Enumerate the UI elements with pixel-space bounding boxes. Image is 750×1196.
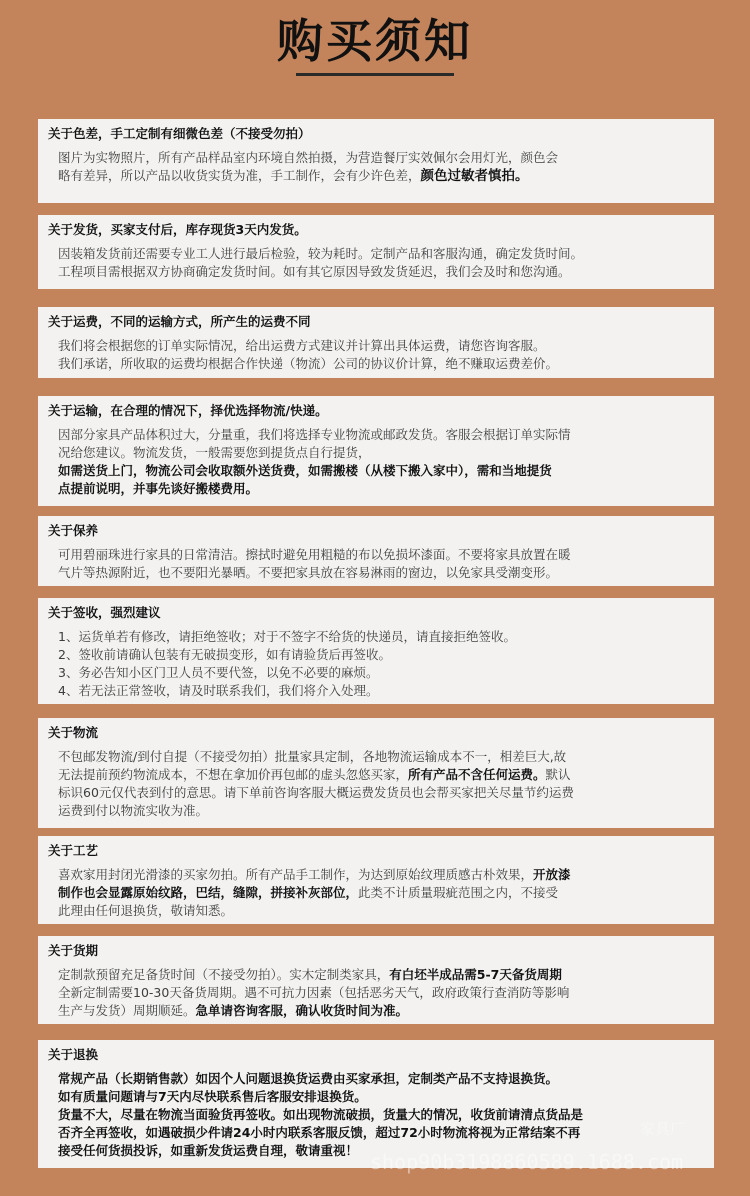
body-line: [58, 245, 704, 263]
body-text: 否齐全再签收，如遇破损少件请24小时内联系客服反馈，超过72小时物流将视为正常结案不再: [58, 1125, 581, 1140]
body-text: 如需送货上门，物流公司会收取额外送货费，如需搬楼（从楼下搬入家中），需和当地提货: [58, 463, 552, 478]
body-text: 标识60元仅代表到付的意思。请下单前咨询客服大概运费发货员也会帮买家把关尽量节约运费: [58, 785, 574, 800]
notice-card-shipping: [38, 215, 714, 289]
body-line: [58, 149, 704, 167]
body-text: 因装箱发货前还需要专业工人进行最后检验，较为耗时。定制产品和客服沟通，确定发货时间。: [58, 246, 584, 261]
card-body: [48, 622, 704, 700]
card-heading: 关于货期: [48, 943, 99, 958]
notice-card-returns: [38, 1040, 714, 1168]
body-text: 工程项目需根据双方协商确定发货时间。如有其它原因导致发货延迟，我们会及时和您沟通。: [58, 264, 571, 279]
body-text: 接受任何货损投诉，如重新发货运费自理，敬请重视！: [58, 1143, 359, 1158]
body-line: [58, 426, 704, 444]
watermark-url: shop90b3198860589.1688.com: [370, 1150, 684, 1174]
body-line: [58, 682, 704, 700]
body-text: 生产与发货）周期顺延。: [58, 1003, 196, 1018]
body-text: 货量不大，尽量在物流当面验货再签收。如出现物流破损，货量大的情况，收货前请清点货品是: [58, 1107, 584, 1122]
body-text: 4、若无法正常签收，请及时联系我们，我们将介入处理。: [58, 683, 379, 698]
notice-card-logistics: [38, 718, 714, 828]
card-body: [48, 960, 704, 1020]
notice-card-maintenance: [38, 516, 714, 586]
body-line: [58, 664, 704, 682]
body-text: 况给您建议。物流发货，一般需要您到提货点自行提货，: [58, 445, 371, 460]
body-text: 我们承诺，所收取的运费均根据合作快递（物流）公司的协议价计算，绝不赚取运费差价。: [58, 356, 559, 371]
body-line: [58, 1124, 704, 1142]
body-line: [58, 263, 704, 281]
body-line: [58, 355, 704, 373]
notice-card-color: [38, 119, 714, 203]
body-text: 制作也会显露原始纹路，巴结，缝隙，拼接补灰部位，: [58, 885, 359, 900]
card-heading: 关于运输，在合理的情况下，择优选择物流/快递。: [48, 403, 328, 418]
body-text: 略有差异，所以产品以收货实货为准，手工制作，会有少许色差，: [58, 168, 421, 183]
card-heading: 关于物流: [48, 725, 99, 740]
body-text: 无法提前预约物流成本，不想在拿加价再包邮的虚头忽悠买家，: [58, 767, 409, 782]
notice-card-craft: [38, 836, 714, 924]
card-heading: 关于签收，强烈建议: [48, 605, 161, 620]
card-heading: 关于色差，手工定制有细微色差（不接受勿拍）: [48, 126, 311, 141]
body-line: [58, 984, 704, 1002]
card-body: [48, 540, 704, 582]
body-line: [58, 462, 704, 480]
notice-card-lead-time: [38, 936, 714, 1024]
card-body: [48, 143, 704, 185]
body-line: [58, 1088, 704, 1106]
body-line: [58, 646, 704, 664]
body-text: 开放漆: [533, 867, 571, 882]
body-text: 2、签收前请确认包装有无破损变形，如有请验货后再签收。: [58, 647, 391, 662]
body-text: 此理由任何退换货，敬请知悉。: [58, 903, 234, 918]
card-body: [48, 1064, 704, 1160]
card-heading: 关于保养: [48, 523, 99, 538]
body-line: [58, 766, 704, 784]
body-text: 如有质量问题请与7天内尽快联系售后客服安排退换货。: [58, 1089, 367, 1104]
card-heading: 关于退换: [48, 1047, 99, 1062]
card-heading: 关于工艺: [48, 843, 99, 858]
body-line: [58, 167, 704, 185]
body-line: [58, 784, 704, 802]
body-line: [58, 902, 704, 920]
body-text: 点提前说明，并事先谈好搬楼费用。: [58, 481, 259, 496]
body-line: [58, 1142, 704, 1160]
body-text: 颜色过敏者慎拍。: [420, 168, 529, 184]
body-text: 1、运货单若有修改，请拒绝签收；对于不签字不给货的快递员，请直接拒绝签收。: [58, 629, 516, 644]
card-heading: 关于运费，不同的运输方式，所产生的运费不同: [48, 314, 311, 329]
body-text: 此类不计质量瑕疵范围之内，不接受: [358, 885, 559, 900]
body-text: 定制款预留充足备货时间（不接受勿拍）。实木定制类家具，: [58, 967, 390, 982]
body-text: 喜欢家用封闭光滑漆的买家勿拍。所有产品手工制作，为达到原始纹理质感古朴效果，: [58, 867, 534, 882]
body-text: 急单请咨询客服，确认收货时间为准。: [195, 1003, 409, 1018]
body-text: 图片为实物照片，所有产品样品室内环境自然拍摄，为营造餐厅实效佩尔会用灯光，颜色会: [58, 150, 559, 165]
notice-card-freight: [38, 307, 714, 378]
body-text: 可用碧丽珠进行家具的日常清洁。擦拭时避免用粗糙的布以免损坏漆面。不要将家具放置在暖: [58, 547, 571, 562]
body-line: [58, 866, 704, 884]
body-line: [58, 748, 704, 766]
body-line: [58, 1070, 704, 1088]
body-line: [58, 337, 704, 355]
card-body: [48, 331, 704, 373]
body-line: [58, 1106, 704, 1124]
page-title: 购买须知: [277, 14, 473, 68]
body-text: 默认: [545, 767, 571, 782]
body-text: 不包邮发物流/到付自提（不接受勿拍）批量家具定制，各地物流运输成本不一，相差巨大,故: [58, 749, 567, 764]
body-text: 所有产品不含任何运费。: [408, 767, 546, 782]
body-line: [58, 444, 704, 462]
body-text: 运费到付以物流实收为准。: [58, 803, 209, 818]
body-text: 我们将会根据您的订单实际情况，给出运费方式建议并计算出具体运费，请您咨询客服。: [58, 338, 546, 353]
body-line: [58, 802, 704, 820]
body-line: [58, 628, 704, 646]
card-body: [48, 860, 704, 920]
body-line: [58, 480, 704, 498]
notice-card-signing: [38, 598, 714, 704]
title-underline: [296, 73, 454, 76]
watermark-label: 家具厂: [640, 1120, 686, 1138]
body-text: 3、务必告知小区门卫人员不要代签，以免不必要的麻烦。: [58, 665, 379, 680]
card-body: [48, 420, 704, 498]
card-heading: 关于发货，买家支付后，库存现货3天内发货。: [48, 222, 307, 237]
body-line: [58, 884, 704, 902]
body-text: 气片等热源附近，也不要阳光暴晒。不要把家具放在容易淋雨的窗边，以免家具受潮变形。: [58, 565, 559, 580]
body-text: 全新定制需要10-30天备货周期。遇不可抗力因素（包括恶劣天气，政府政策行查消防等影响: [58, 985, 570, 1000]
body-line: [58, 966, 704, 984]
notice-card-transport: [38, 396, 714, 506]
card-body: [48, 239, 704, 281]
body-line: [58, 546, 704, 564]
body-text: 有白坯半成品需5-7天备货周期: [389, 967, 562, 982]
body-text: 因部分家具产品体积过大，分量重，我们将选择专业物流或邮政发货。客服会根据订单实际情: [58, 427, 571, 442]
body-line: [58, 1002, 704, 1020]
card-body: [48, 742, 704, 820]
body-line: [58, 564, 704, 582]
body-text: 常规产品（长期销售款）如因个人问题退换货运费由买家承担，定制类产品不支持退换货。: [58, 1071, 559, 1086]
